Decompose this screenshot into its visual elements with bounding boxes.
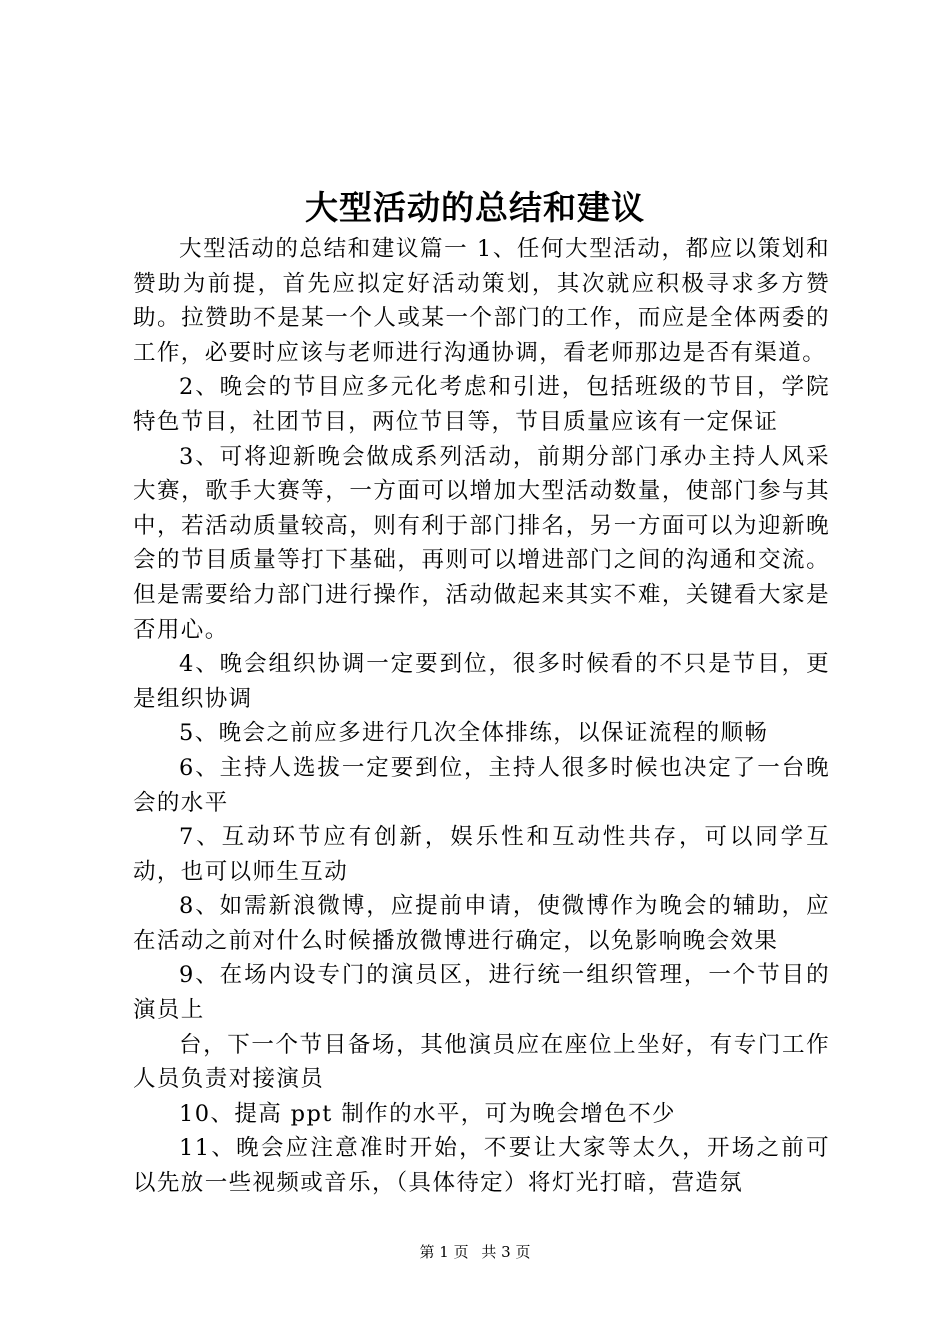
paragraph-8: 8、如需新浪微博，应提前申请，使微博作为晚会的辅助，应在活动之前对什么时候播放微博进行确定，以免影响晚会效果 (133, 893, 830, 954)
page-number: 第 1 页 (419, 1243, 469, 1261)
document-title: 大型活动的总结和建议 (305, 188, 645, 227)
paragraph-11: 10、提高 ppt 制作的水平，可为晚会增色不少 (179, 1100, 676, 1127)
paragraph-3: 3、可将迎新晚会做成系列活动，前期分部门承办主持人风采大赛，歌手大赛等，一方面可以增加大型活动数量，使部门参与其中，若活动质量较高，则有利于部门排名，另一方面可以为迎新晚会的节目质量等打下基础，再则可以增进部门之间的沟通和交流。但是需要给力部门进行操作，活动做起来其实不难，关键看大家是否用心。 (133, 443, 830, 643)
paragraph-2: 2、晚会的节目应多元化考虑和引进，包括班级的节目，学院特色节目，社团节目，两位节目等，节目质量应该有一定保证 (133, 374, 830, 435)
paragraph-10: 台，下一个节目备场，其他演员应在座位上坐好，有专门工作人员负责对接演员 (133, 1031, 830, 1093)
paragraph-9: 9、在场内设专门的演员区，进行统一组织管理，一个节目的演员上 (133, 962, 830, 1024)
paragraph-1: 大型活动的总结和建议篇一 1、任何大型活动，都应以策划和赞助为前提，首先应拟定好活动策划，其次就应积极寻求多方赞助。拉赞助不是某一个人或某一个部门的工作，而应是全体两委的工作，必要时应该与老师进行沟通协调，看老师那边是否有渠道。 (133, 236, 830, 366)
paragraph-7: 7、互动环节应有创新，娱乐性和互动性共存，可以同学互动，也可以师生互动 (133, 824, 830, 885)
page-footer (0, 1240, 950, 1264)
paragraph-5: 5、晚会之前应多进行几次全体排练，以保证流程的顺畅 (179, 720, 769, 747)
document-body (133, 232, 830, 1201)
paragraph-6: 6、主持人选拔一定要到位，主持人很多时候也决定了一台晚会的水平 (133, 754, 830, 816)
paragraph-4: 4、晚会组织协调一定要到位，很多时候看的不只是节目，更是组织协调 (133, 651, 830, 712)
paragraph-12: 11、晚会应注意准时开始，不要让大家等太久，开场之前可以先放一些视频或音乐，（具体待定）将灯光打暗，营造氛 (133, 1135, 830, 1197)
page-total: 共 3 页 (481, 1243, 531, 1261)
